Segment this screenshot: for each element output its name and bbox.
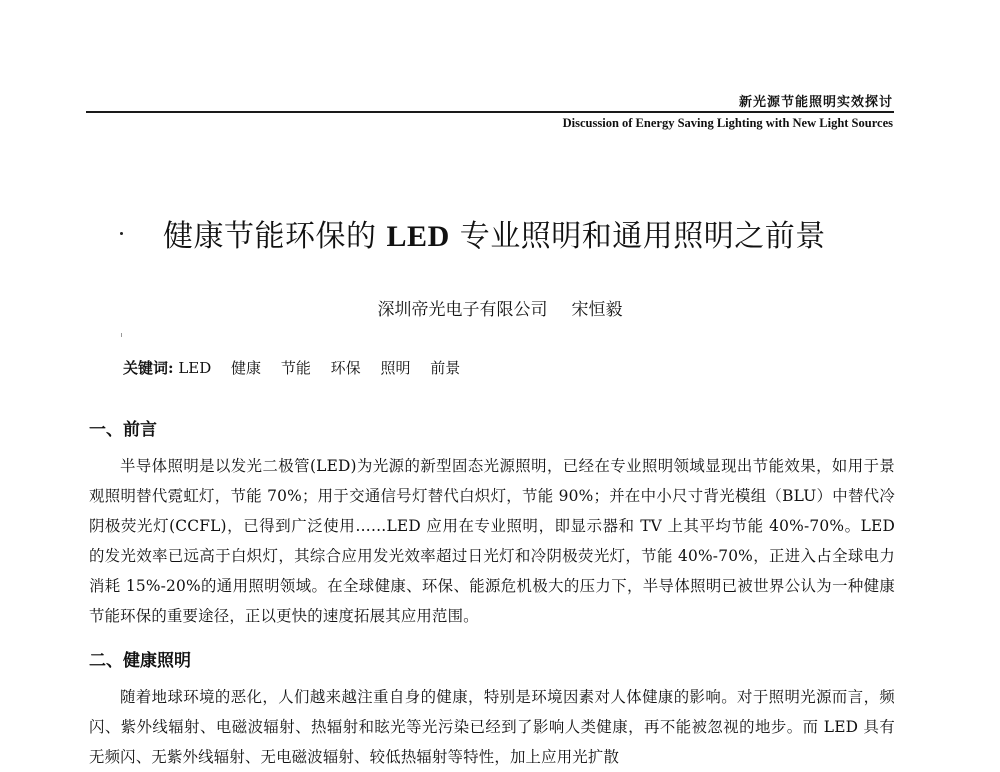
header-rule — [86, 111, 894, 113]
affiliation: 深圳帝光电子有限公司 — [377, 300, 548, 320]
running-header-chinese: 新光源节能照明实效探讨 — [738, 95, 893, 110]
keyword: 健康 — [231, 359, 262, 377]
title-latin: LED — [386, 220, 450, 253]
scan-speck — [120, 232, 123, 235]
keyword: 前景 — [430, 359, 461, 377]
keyword: LED — [178, 359, 212, 377]
running-header-english: Discussion of Energy Saving Lighting with New Light Sources — [562, 116, 893, 130]
keyword: 照明 — [380, 359, 411, 377]
title-prefix: 健康节能环保的 — [163, 219, 377, 254]
keyword: 节能 — [280, 359, 311, 377]
author-name: 宋恒毅 — [571, 300, 623, 320]
keywords-line — [123, 357, 475, 378]
section-paragraph-introduction: 半导体照明是以发光二极管(LED)为光源的新型固态光源照明，已经在专业照明领域显现出节能效果，如用于景观照明替代霓虹灯，节能 70%；用于交通信号灯替代白炽灯，节能 90%；并在中小尺寸背光模组（BLU）中替代冷阴极荧光灯(CCFL)，已得到广泛使用……LED 应用在专业照明，即显示器和 TV 上其平均节能 40%-70%。LED 的发光效率已远高于白炽灯，其综合应用发光效率超过日光灯和冷阴极荧光灯，节能 40%-70%，正进入占全球电力消耗 15%-20%的通用照明领域。在全球健康、环保、能源危机极大的压力下，半导体照明已被世界公认为一种健康节能环保的重要途径，正以更快的速度拓展其应用范围。 — [89, 457, 895, 625]
keyword: 环保 — [330, 359, 361, 377]
section-paragraph-healthy-lighting: 随着地球环境的恶化，人们越来越注重自身的健康，特别是环境因素对人体健康的影响。对于照明光源而言，频闪、紫外线辐射、电磁波辐射、热辐射和眩光等光污染已经到了影响人类健康，再不能被忽视的地步。而 LED 具有无频闪、无紫外线辐射、无电磁波辐射、较低热辐射等特性，加上应用光扩散 — [89, 688, 895, 766]
scan-mark — [121, 333, 122, 337]
section-heading-introduction: 一、前言 — [89, 420, 157, 440]
section-heading-healthy-lighting: 二、健康照明 — [89, 651, 191, 671]
keywords-label: 关键词: — [123, 359, 174, 377]
article-title — [163, 211, 826, 255]
title-suffix: 专业照明和通用照明之前景 — [459, 219, 826, 254]
author-line — [0, 295, 1000, 320]
